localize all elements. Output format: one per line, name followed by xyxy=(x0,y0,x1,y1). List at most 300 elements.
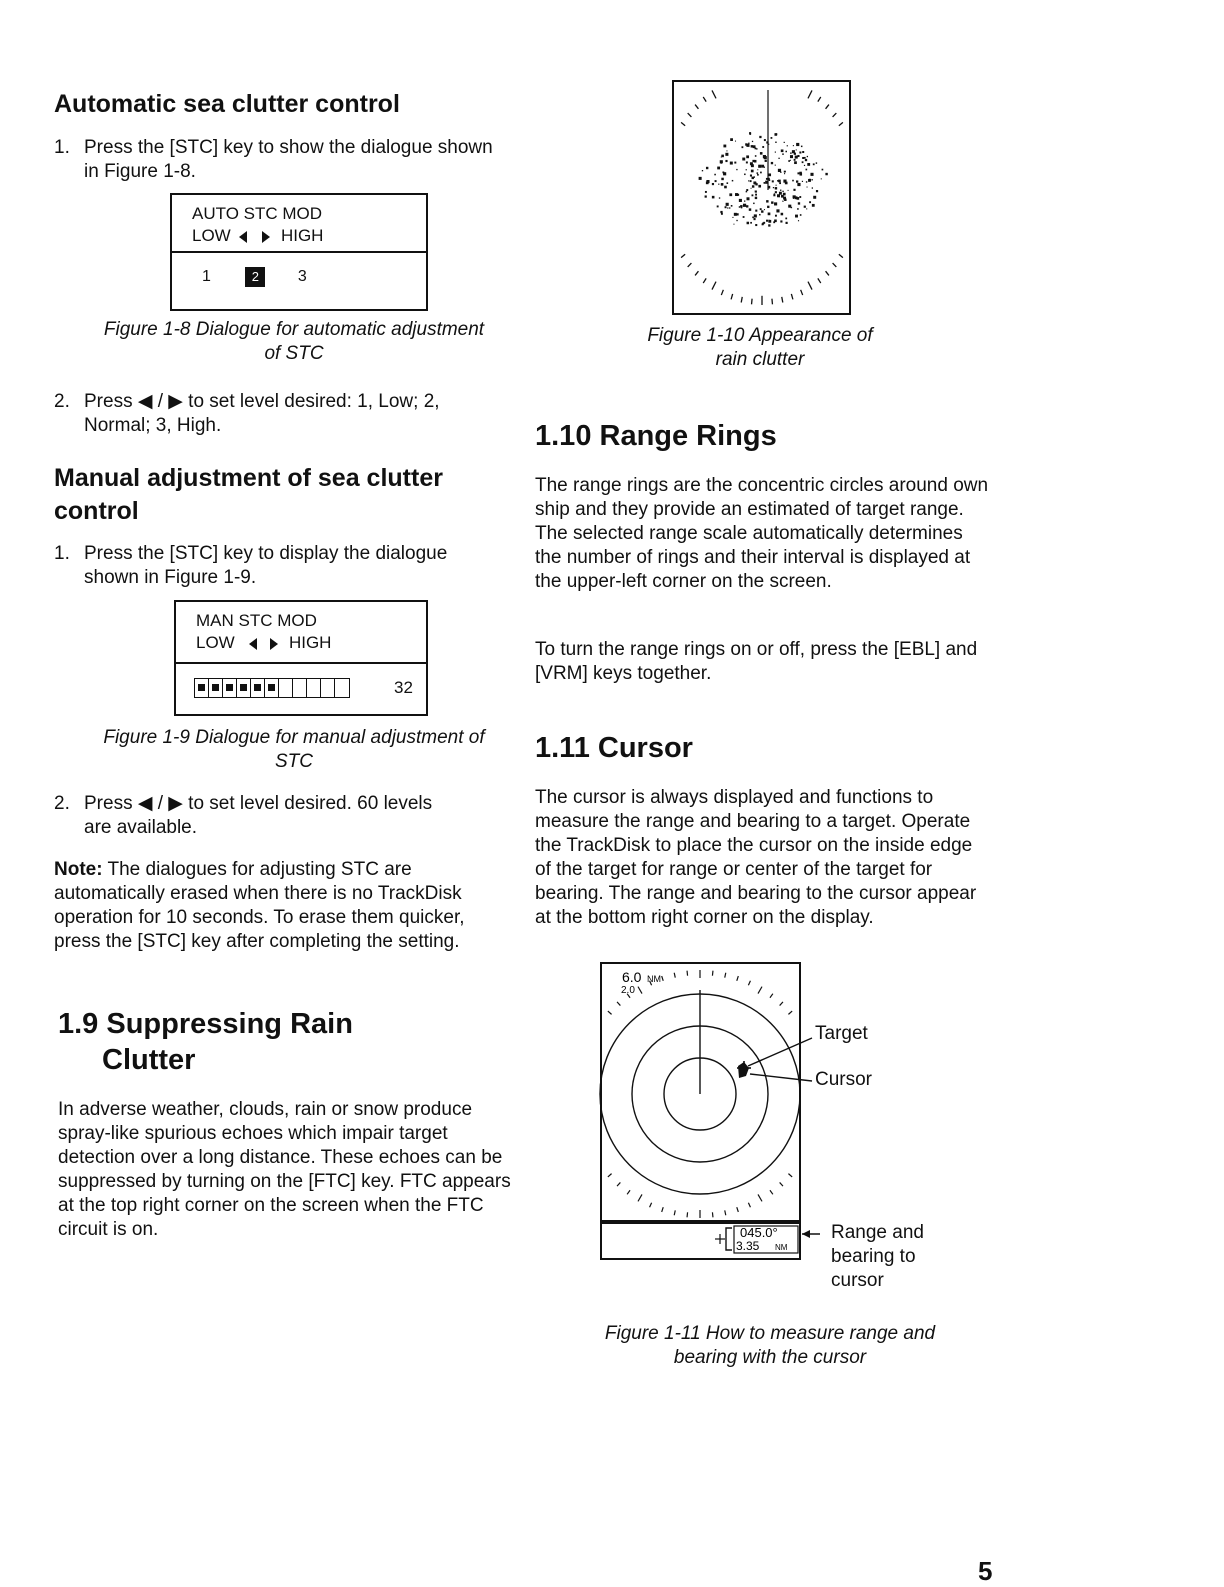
rain-echo xyxy=(758,165,761,168)
rain-echo xyxy=(705,191,707,193)
rain-echo xyxy=(804,165,805,166)
figure-1-11-radar-image xyxy=(598,960,944,1260)
stc-level-value: 32 xyxy=(394,678,413,697)
rain-echo xyxy=(762,146,764,148)
level-option-2-selected: 2 xyxy=(245,267,265,287)
rain-echo xyxy=(777,194,780,197)
heading-line: Clutter xyxy=(102,1044,196,1076)
rain-echo xyxy=(747,222,749,224)
rain-echo xyxy=(732,217,733,218)
caption-line: of STC xyxy=(264,343,324,364)
auto-step-2 xyxy=(54,390,514,438)
rain-echo xyxy=(746,189,748,191)
low-label: LOW xyxy=(192,226,231,245)
rain-echo xyxy=(774,133,777,136)
rain-echo xyxy=(796,180,798,182)
rain-echo xyxy=(767,206,769,208)
rain-echo xyxy=(794,161,797,164)
rain-echo xyxy=(797,183,800,186)
rain-echo xyxy=(746,191,748,193)
label-line: bearing to xyxy=(831,1246,916,1267)
rain-echo xyxy=(798,220,799,221)
bearing-tick xyxy=(712,971,713,976)
rain-echo xyxy=(717,205,719,207)
rain-echo xyxy=(816,162,817,163)
stc-bar-cell-filled xyxy=(195,679,209,697)
rain-echo xyxy=(804,206,806,208)
rain-echo xyxy=(733,224,734,225)
rain-echo xyxy=(771,137,773,139)
rain-echo xyxy=(717,167,720,170)
rain-echo xyxy=(721,183,724,186)
rain-echo xyxy=(813,196,816,199)
rain-echo xyxy=(719,197,720,198)
rain-echo xyxy=(759,136,761,138)
rain-echo xyxy=(746,169,747,170)
range-scale-unit: NM xyxy=(647,974,661,984)
rain-echo xyxy=(753,218,755,220)
rain-echo xyxy=(779,192,782,195)
rain-echo xyxy=(739,206,741,208)
rain-echo xyxy=(794,159,796,161)
rain-echo xyxy=(735,141,736,142)
figure-1-10-caption xyxy=(600,324,920,372)
stc-bar-cell-empty xyxy=(293,679,307,697)
rain-echo xyxy=(790,155,793,158)
rain-echo xyxy=(766,141,768,143)
rain-echo xyxy=(776,209,779,212)
rain-echo xyxy=(741,207,742,208)
rain-echo xyxy=(810,173,813,176)
rain-echo xyxy=(736,213,738,215)
rain-echo xyxy=(714,174,716,176)
rain-echo xyxy=(785,218,787,220)
step-number: 1. xyxy=(54,543,70,564)
bearing-tick xyxy=(687,1212,688,1217)
stc-note xyxy=(54,858,514,954)
rain-echo xyxy=(729,193,732,196)
heading-line: control xyxy=(54,497,139,525)
bearing-tick xyxy=(712,1212,713,1217)
cursor-range-readout: 3.35 xyxy=(736,1239,760,1253)
rain-echo xyxy=(780,190,781,191)
rain-echo xyxy=(768,224,770,226)
rain-echo xyxy=(769,179,771,181)
rain-echo xyxy=(788,190,789,191)
stc-bar-cell-filled xyxy=(237,679,251,697)
rain-echo xyxy=(732,180,733,181)
rain-echo xyxy=(752,194,754,196)
label-target: Target xyxy=(815,1023,868,1044)
rain-echo xyxy=(744,200,745,201)
rain-echo xyxy=(766,200,768,202)
note-text: The dialogues for adjusting STC are automatically erased when there is no TrackDisk operation for 10 seconds. To erase them quicker, press the [STC] key after completing the setting. xyxy=(54,859,465,952)
rain-echo xyxy=(802,161,804,163)
figure-1-11-caption xyxy=(570,1322,970,1370)
rain-clutter-body: In adverse weather, clouds, rain or snow produce spray-like spurious echoes which impair target detection over a long distance. These echoes can be suppressed by turning on the [FTC] key. FTC appears at the top right corner on the screen when the FTC circuit is on. xyxy=(58,1099,511,1240)
rain-echo xyxy=(723,172,726,175)
step-number: 1. xyxy=(54,137,70,158)
dialog-low-high xyxy=(192,225,426,247)
stc-bar-cell-filled xyxy=(209,679,223,697)
rain-echo xyxy=(751,170,754,173)
stc-bar-cell-empty xyxy=(321,679,335,697)
right-arrow-icon xyxy=(262,231,270,243)
figure-1-9-caption xyxy=(54,726,534,774)
rain-echo xyxy=(806,181,807,182)
rain-echo xyxy=(780,172,781,173)
rain-echo xyxy=(735,193,738,196)
rain-echo xyxy=(729,207,730,208)
cursor-bearing-readout: 045.0° xyxy=(740,1225,778,1240)
rain-echo xyxy=(785,151,787,153)
rain-echo xyxy=(705,195,707,197)
high-label: HIGH xyxy=(288,633,332,652)
rain-echo xyxy=(759,214,760,215)
rain-echo xyxy=(757,172,759,174)
step-line: Normal; 3, High. xyxy=(84,415,222,436)
rain-echo xyxy=(787,145,788,146)
rain-echo xyxy=(800,214,802,216)
rain-echo xyxy=(768,144,769,145)
rain-echo xyxy=(807,187,808,188)
rain-echo xyxy=(730,162,733,165)
rain-echo xyxy=(712,196,715,199)
rain-echo xyxy=(808,179,811,182)
stc-bar-cell-filled xyxy=(265,679,279,697)
label-range-bearing xyxy=(831,1221,924,1293)
rain-echo xyxy=(760,208,762,210)
rain-echo xyxy=(750,174,752,176)
stc-bar-cell-empty xyxy=(335,679,349,697)
rain-echo xyxy=(773,194,775,196)
rain-echo xyxy=(785,171,786,172)
rain-echo xyxy=(804,157,806,159)
rain-echo xyxy=(793,145,794,146)
rain-echo xyxy=(760,172,762,174)
rain-echo xyxy=(802,181,803,182)
rain-echo xyxy=(782,191,783,192)
rain-echo xyxy=(816,190,818,192)
label-cursor: Cursor xyxy=(815,1069,873,1090)
rain-echo xyxy=(812,204,815,207)
stc-bar-cell-filled xyxy=(223,679,237,697)
rain-echo xyxy=(763,222,765,224)
high-label: HIGH xyxy=(280,226,324,245)
caption-line: STC xyxy=(275,751,313,772)
rain-echo xyxy=(784,173,785,174)
caption-line: Figure 1-10 Appearance of xyxy=(647,325,873,346)
auto-step-1 xyxy=(54,136,494,184)
step-text xyxy=(84,390,514,438)
manual-sea-clutter-heading xyxy=(54,462,443,528)
right-arrow-icon xyxy=(270,638,278,650)
left-arrow-icon xyxy=(249,638,257,650)
rain-echo xyxy=(736,169,737,170)
range-rings-body-1: The range rings are the concentric circles around own ship and they provide an estimated of target range. The selected range scale automatically determines the number of rings and their interval is displayed at the upper-left corner on the screen. xyxy=(535,475,989,592)
rain-echo xyxy=(775,152,776,153)
step-line: Press ◀ / ▶ to set level desired. 60 levels xyxy=(84,793,433,814)
rain-echo xyxy=(748,180,749,181)
rain-echo xyxy=(750,180,752,182)
rain-echo xyxy=(788,205,791,208)
rain-echo xyxy=(786,222,788,224)
rain-echo xyxy=(774,219,777,222)
rain-echo xyxy=(726,203,729,206)
stc-bar-cell-empty xyxy=(279,679,293,697)
rain-echo xyxy=(784,199,786,201)
caption-line: Figure 1-8 Dialogue for automatic adjustment xyxy=(103,319,485,340)
heading-line: Manual adjustment of sea clutter xyxy=(54,464,443,492)
rain-echo xyxy=(768,186,771,189)
cursor-body: The cursor is always displayed and functions to measure the range and bearing to a target. Operate the TrackDisk to place the cursor on the inside edge of the target for range or center of the target for bearing. The range and bearing to the cursor appear at the bottom right corner on the display. xyxy=(535,787,977,928)
rain-echo xyxy=(699,177,702,180)
rain-echo xyxy=(718,184,719,185)
low-label: LOW xyxy=(196,633,235,652)
range-rings-body-2: To turn the range rings on or off, press the [EBL] and [VRM] keys together. xyxy=(535,639,978,684)
rain-echo xyxy=(734,213,737,216)
rain-echo xyxy=(796,143,799,146)
rain-echo xyxy=(773,187,774,188)
rain-echo xyxy=(766,178,768,180)
bearing-tick xyxy=(752,299,753,305)
rain-echo xyxy=(750,222,752,224)
range-rings-heading: 1.10 Range Rings xyxy=(535,420,777,452)
rain-echo xyxy=(775,165,776,166)
rain-echo xyxy=(743,216,745,218)
rain-echo xyxy=(781,213,784,216)
rain-echo xyxy=(772,180,774,182)
rain-echo xyxy=(757,169,758,170)
rain-echo xyxy=(750,162,753,165)
rain-echo xyxy=(778,158,779,159)
rain-echo xyxy=(782,201,783,202)
rain-echo xyxy=(755,210,757,212)
rain-echo xyxy=(752,177,754,179)
rain-echo xyxy=(721,155,724,158)
rain-echo xyxy=(783,180,786,183)
step-line: are available. xyxy=(84,817,198,838)
manual-stc-dialog xyxy=(174,600,428,716)
level-option-1: 1 xyxy=(202,268,211,285)
rain-echo xyxy=(725,160,727,162)
rain-echo xyxy=(746,161,748,163)
rain-echo xyxy=(746,155,749,158)
rain-echo xyxy=(795,215,798,218)
rain-echo xyxy=(799,196,801,198)
rain-echo xyxy=(792,150,795,153)
rain-echo xyxy=(793,189,795,191)
rain-echo xyxy=(797,155,799,157)
caption-line: Figure 1-11 How to measure range and xyxy=(604,1323,936,1344)
rain-echo xyxy=(764,139,766,141)
rain-echo xyxy=(764,209,765,210)
caption-line: Figure 1-9 Dialogue for manual adjustment of xyxy=(103,727,485,748)
step-text: Press the [STC] key to display the dialogue shown in Figure 1-9. xyxy=(84,543,448,588)
rain-echo xyxy=(752,185,754,187)
step-text: Press the [STC] key to show the dialogue shown in Figure 1-8. xyxy=(84,137,493,182)
rain-echo xyxy=(743,204,746,207)
stc-bar-cell-empty xyxy=(307,679,321,697)
rain-echo xyxy=(715,180,717,182)
stc-level-bar xyxy=(194,678,350,698)
cursor-range-unit: NM xyxy=(775,1243,788,1252)
rain-echo xyxy=(752,217,754,219)
auto-stc-dialog xyxy=(170,193,428,311)
rain-echo xyxy=(721,212,722,213)
cursor-heading: 1.11 Cursor xyxy=(535,732,693,764)
rain-echo xyxy=(741,146,743,148)
rain-echo xyxy=(805,159,807,161)
ring-interval-value: 2.0 xyxy=(621,985,635,996)
rain-echo xyxy=(753,145,756,148)
level-options xyxy=(172,253,426,287)
rain-echo xyxy=(725,206,727,208)
rain-echo xyxy=(753,203,754,204)
heading-line: 1.9 Suppressing Rain xyxy=(58,1008,353,1040)
rain-echo xyxy=(727,207,728,208)
rain-echo xyxy=(749,208,751,210)
label-line: cursor xyxy=(831,1270,884,1291)
dialog-low-high xyxy=(196,632,426,654)
rain-echo xyxy=(796,149,797,150)
rain-echo xyxy=(755,224,757,226)
rain-echo xyxy=(806,208,807,209)
rain-echo xyxy=(745,143,747,145)
rain-echo xyxy=(790,152,791,153)
rain-echo xyxy=(788,160,790,162)
rain-echo xyxy=(780,220,782,222)
rain-echo xyxy=(744,174,746,176)
step-line: Press ◀ / ▶ to set level desired: 1, Low; 2, xyxy=(84,391,440,412)
rain-echo xyxy=(775,142,776,143)
step-text xyxy=(84,792,514,840)
rain-echo xyxy=(712,183,714,185)
rain-echo xyxy=(765,181,768,184)
rain-echo xyxy=(781,149,784,152)
rain-echo xyxy=(749,132,751,134)
rain-echo xyxy=(706,182,709,185)
rain-echo xyxy=(766,220,768,222)
rain-echo xyxy=(795,156,798,159)
rain-echo xyxy=(746,197,749,200)
note-label: Note: xyxy=(54,859,103,880)
rain-echo xyxy=(742,158,745,161)
rain-echo xyxy=(760,152,763,155)
rain-echo xyxy=(758,185,761,188)
manual-step-1 xyxy=(54,542,494,590)
rain-echo xyxy=(724,186,727,189)
rain-echo xyxy=(784,142,785,143)
auto-sea-clutter-heading: Automatic sea clutter control xyxy=(54,90,400,118)
page-number: 5 xyxy=(978,1556,993,1586)
rain-echo xyxy=(720,160,723,163)
rain-echo xyxy=(706,167,708,169)
rain-echo xyxy=(761,210,763,212)
rain-echo xyxy=(775,187,777,189)
rain-echo xyxy=(822,169,824,171)
rain-echo xyxy=(752,141,753,142)
rain-echo xyxy=(806,169,808,171)
rain-echo xyxy=(799,151,801,153)
rain-echo xyxy=(825,173,827,175)
rain-echo xyxy=(798,202,800,204)
rain-echo xyxy=(723,145,726,148)
rain-echo xyxy=(768,213,771,216)
rain-echo xyxy=(775,215,777,217)
level-option-3: 3 xyxy=(297,268,307,285)
rain-echo xyxy=(731,205,733,207)
rain-echo xyxy=(755,155,757,157)
rain-echo xyxy=(812,187,813,188)
rain-echo xyxy=(755,197,757,199)
left-arrow-icon xyxy=(239,231,247,243)
rain-echo xyxy=(776,185,777,186)
rain-echo xyxy=(730,138,733,141)
rain-echo xyxy=(752,160,754,162)
stc-bar-cell-filled xyxy=(251,679,265,697)
rain-echo xyxy=(771,162,773,164)
bearing-tick xyxy=(772,299,773,305)
rain-echo xyxy=(775,191,777,193)
rain-echo xyxy=(771,201,773,203)
rain-echo xyxy=(721,178,723,180)
rain-echo xyxy=(768,173,771,176)
bearing-tick xyxy=(687,971,688,976)
rain-echo xyxy=(746,205,748,207)
rain-echo xyxy=(774,202,777,205)
rain-echo xyxy=(754,214,757,217)
rain-echo xyxy=(768,220,771,223)
rain-echo xyxy=(802,151,804,153)
rain-echo xyxy=(778,180,781,183)
caption-line: bearing with the cursor xyxy=(673,1347,867,1368)
rain-echo xyxy=(756,148,757,149)
range-scale-value: 6.0 xyxy=(622,969,642,985)
rain-echo xyxy=(765,160,767,162)
rain-echo xyxy=(799,172,802,175)
rain-echo xyxy=(727,182,729,184)
rain-echo xyxy=(807,156,808,157)
manual-step-2 xyxy=(54,792,514,840)
rain-echo xyxy=(736,220,737,221)
step-number: 2. xyxy=(54,793,70,814)
rain-echo xyxy=(811,179,812,180)
label-line: Range and xyxy=(831,1222,924,1243)
rain-echo xyxy=(739,199,742,202)
rain-echo xyxy=(778,169,781,172)
rain-echo xyxy=(795,196,798,199)
rain-echo xyxy=(782,153,784,155)
rain-echo xyxy=(821,178,822,179)
rain-echo xyxy=(797,172,799,174)
dialog-title: MAN STC MOD xyxy=(196,611,317,630)
caption-line: rain clutter xyxy=(715,349,805,370)
rain-echo xyxy=(801,146,803,148)
rain-echo xyxy=(764,182,766,184)
figure-1-8-caption xyxy=(54,318,534,366)
rain-echo xyxy=(764,167,765,168)
rain-echo xyxy=(763,155,766,158)
rain-echo xyxy=(755,194,757,196)
rain-echo xyxy=(753,181,756,184)
rain-echo xyxy=(702,170,703,171)
rain-echo xyxy=(726,150,727,151)
rain-echo xyxy=(755,191,757,193)
rain-echo xyxy=(761,165,764,168)
rain-echo xyxy=(757,174,759,176)
rain-echo xyxy=(807,163,810,166)
